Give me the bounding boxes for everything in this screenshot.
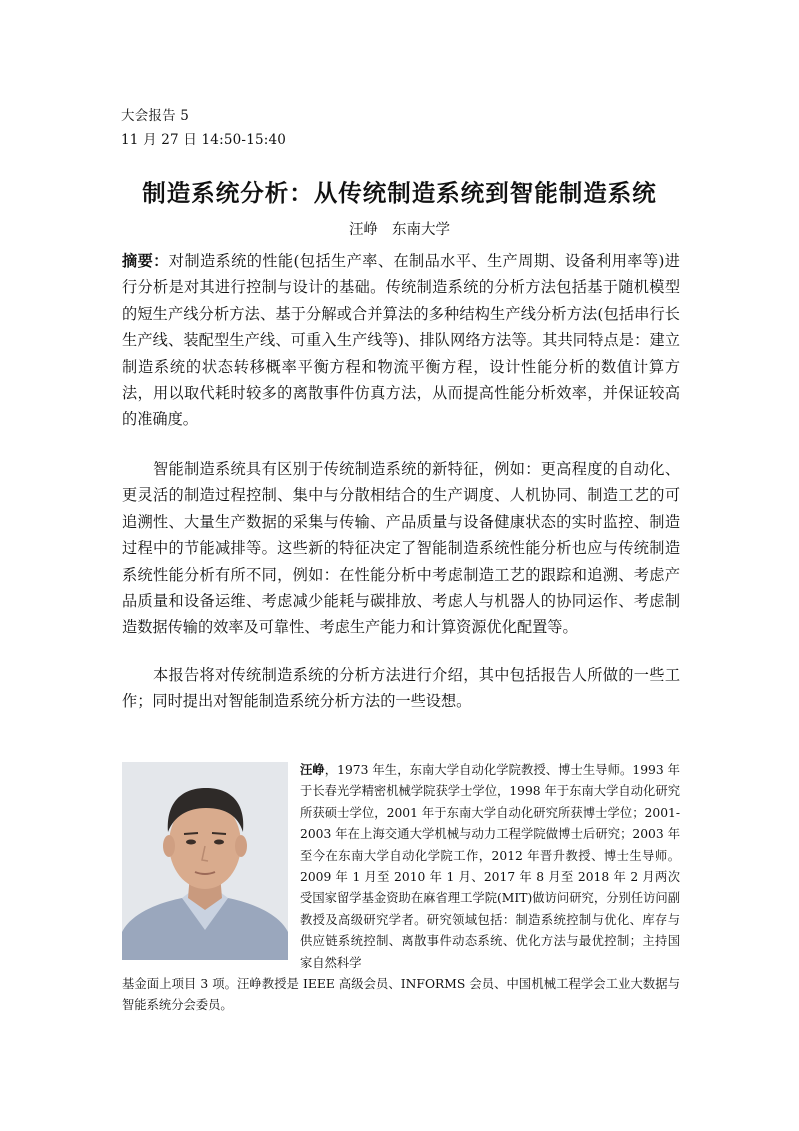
- author-affiliation: 东南大学: [392, 222, 450, 238]
- author-line: [0, 218, 799, 239]
- paragraph-report: 本报告将对传统制造系统的分析方法进行介绍，其中包括报告人所做的一些工作；同时提出对智能制造系统分析方法的一些设想。: [122, 666, 680, 711]
- bio-text: [300, 760, 680, 974]
- bio-name: 汪峥: [300, 763, 325, 777]
- author-name: 汪峥: [349, 222, 378, 238]
- page-title: 制造系统分析：从传统制造系统到智能制造系统: [142, 179, 657, 207]
- bio-text-top: ，1973 年生，东南大学自动化学院教授、博士生导师。1993 年于长春光学精密机械学院获学士学位，1998 年于东南大学自动化研究所获硕士学位，2001 年于东南大学自动化研究所获博士学位；2001-2003 年在上海交通大学机械与动力工程学院做博士后研究；2003 年至今在东南大学自动化学院工作，2012 年晋升教授、博士生导师。2009 年 1 月至 2010 年 1 月、2017 年 8 月至 2018 年 2 月两次受国家留学基金资助在麻省理工学院(MIT)做访问研究，分别任访问副教授及高级研究学者。研究领域包括：制造系统控制与优化、库存与供应链系统控制、离散事件动态系统、优化方法与最优控制；主持国家自然科学: [300, 763, 680, 970]
- body-paragraph: [122, 662, 680, 715]
- bio-text-continued: 基金面上项目 3 项。汪峥教授是 IEEE 高级会员、INFORMS 会员、中国机械工程学会工业大数据与智能系统分会委员。: [122, 977, 680, 1013]
- body-paragraph: [122, 456, 680, 641]
- session-label: 大会报告 5: [121, 108, 190, 124]
- abstract-label: 摘要：: [122, 252, 169, 270]
- abstract-text: 对制造系统的性能(包括生产率、在制品水平、生产周期、设备利用率等)进行分析是对其进行控制与设计的基础。传统制造系统的分析方法包括基于随机模型的短生产线分析方法、基于分解或合并算法的多种结构生产线分析方法(包括串行长生产线、装配型生产线、可重入生产线等)、排队网络方法等。其共同特点是：建立制造系统的状态转移概率平衡方程和物流平衡方程，设计性能分析的数值计算方法，用以取代耗时较多的离散事件仿真方法，从而提高性能分析效率，并保证较高的准确度。: [122, 252, 680, 429]
- abstract: [122, 248, 680, 433]
- paragraph-features: 智能制造系统具有区别于传统制造系统的新特征，例如：更高程度的自动化、更灵活的制造过程控制、集中与分散相结合的生产调度、人机协同、制造工艺的可追溯性、大量生产数据的采集与传输、产品质量与设备健康状态的实时监控、制造过程中的节能减排等。这些新的特征决定了智能制造系统性能分析也应与传统制造系统性能分析有所不同，例如：在性能分析中考虑制造工艺的跟踪和追溯、考虑产品质量和设备运维、考虑减少能耗与碳排放、考虑人与机器人的协同运作、考虑制造数据传输的效率及可靠性、考虑生产能力和计算资源优化配置等。: [122, 460, 680, 637]
- session-time: 11 月 27 日 14:50-15:40: [121, 132, 287, 148]
- portrait-image: [122, 762, 288, 960]
- author-photo: [122, 762, 288, 960]
